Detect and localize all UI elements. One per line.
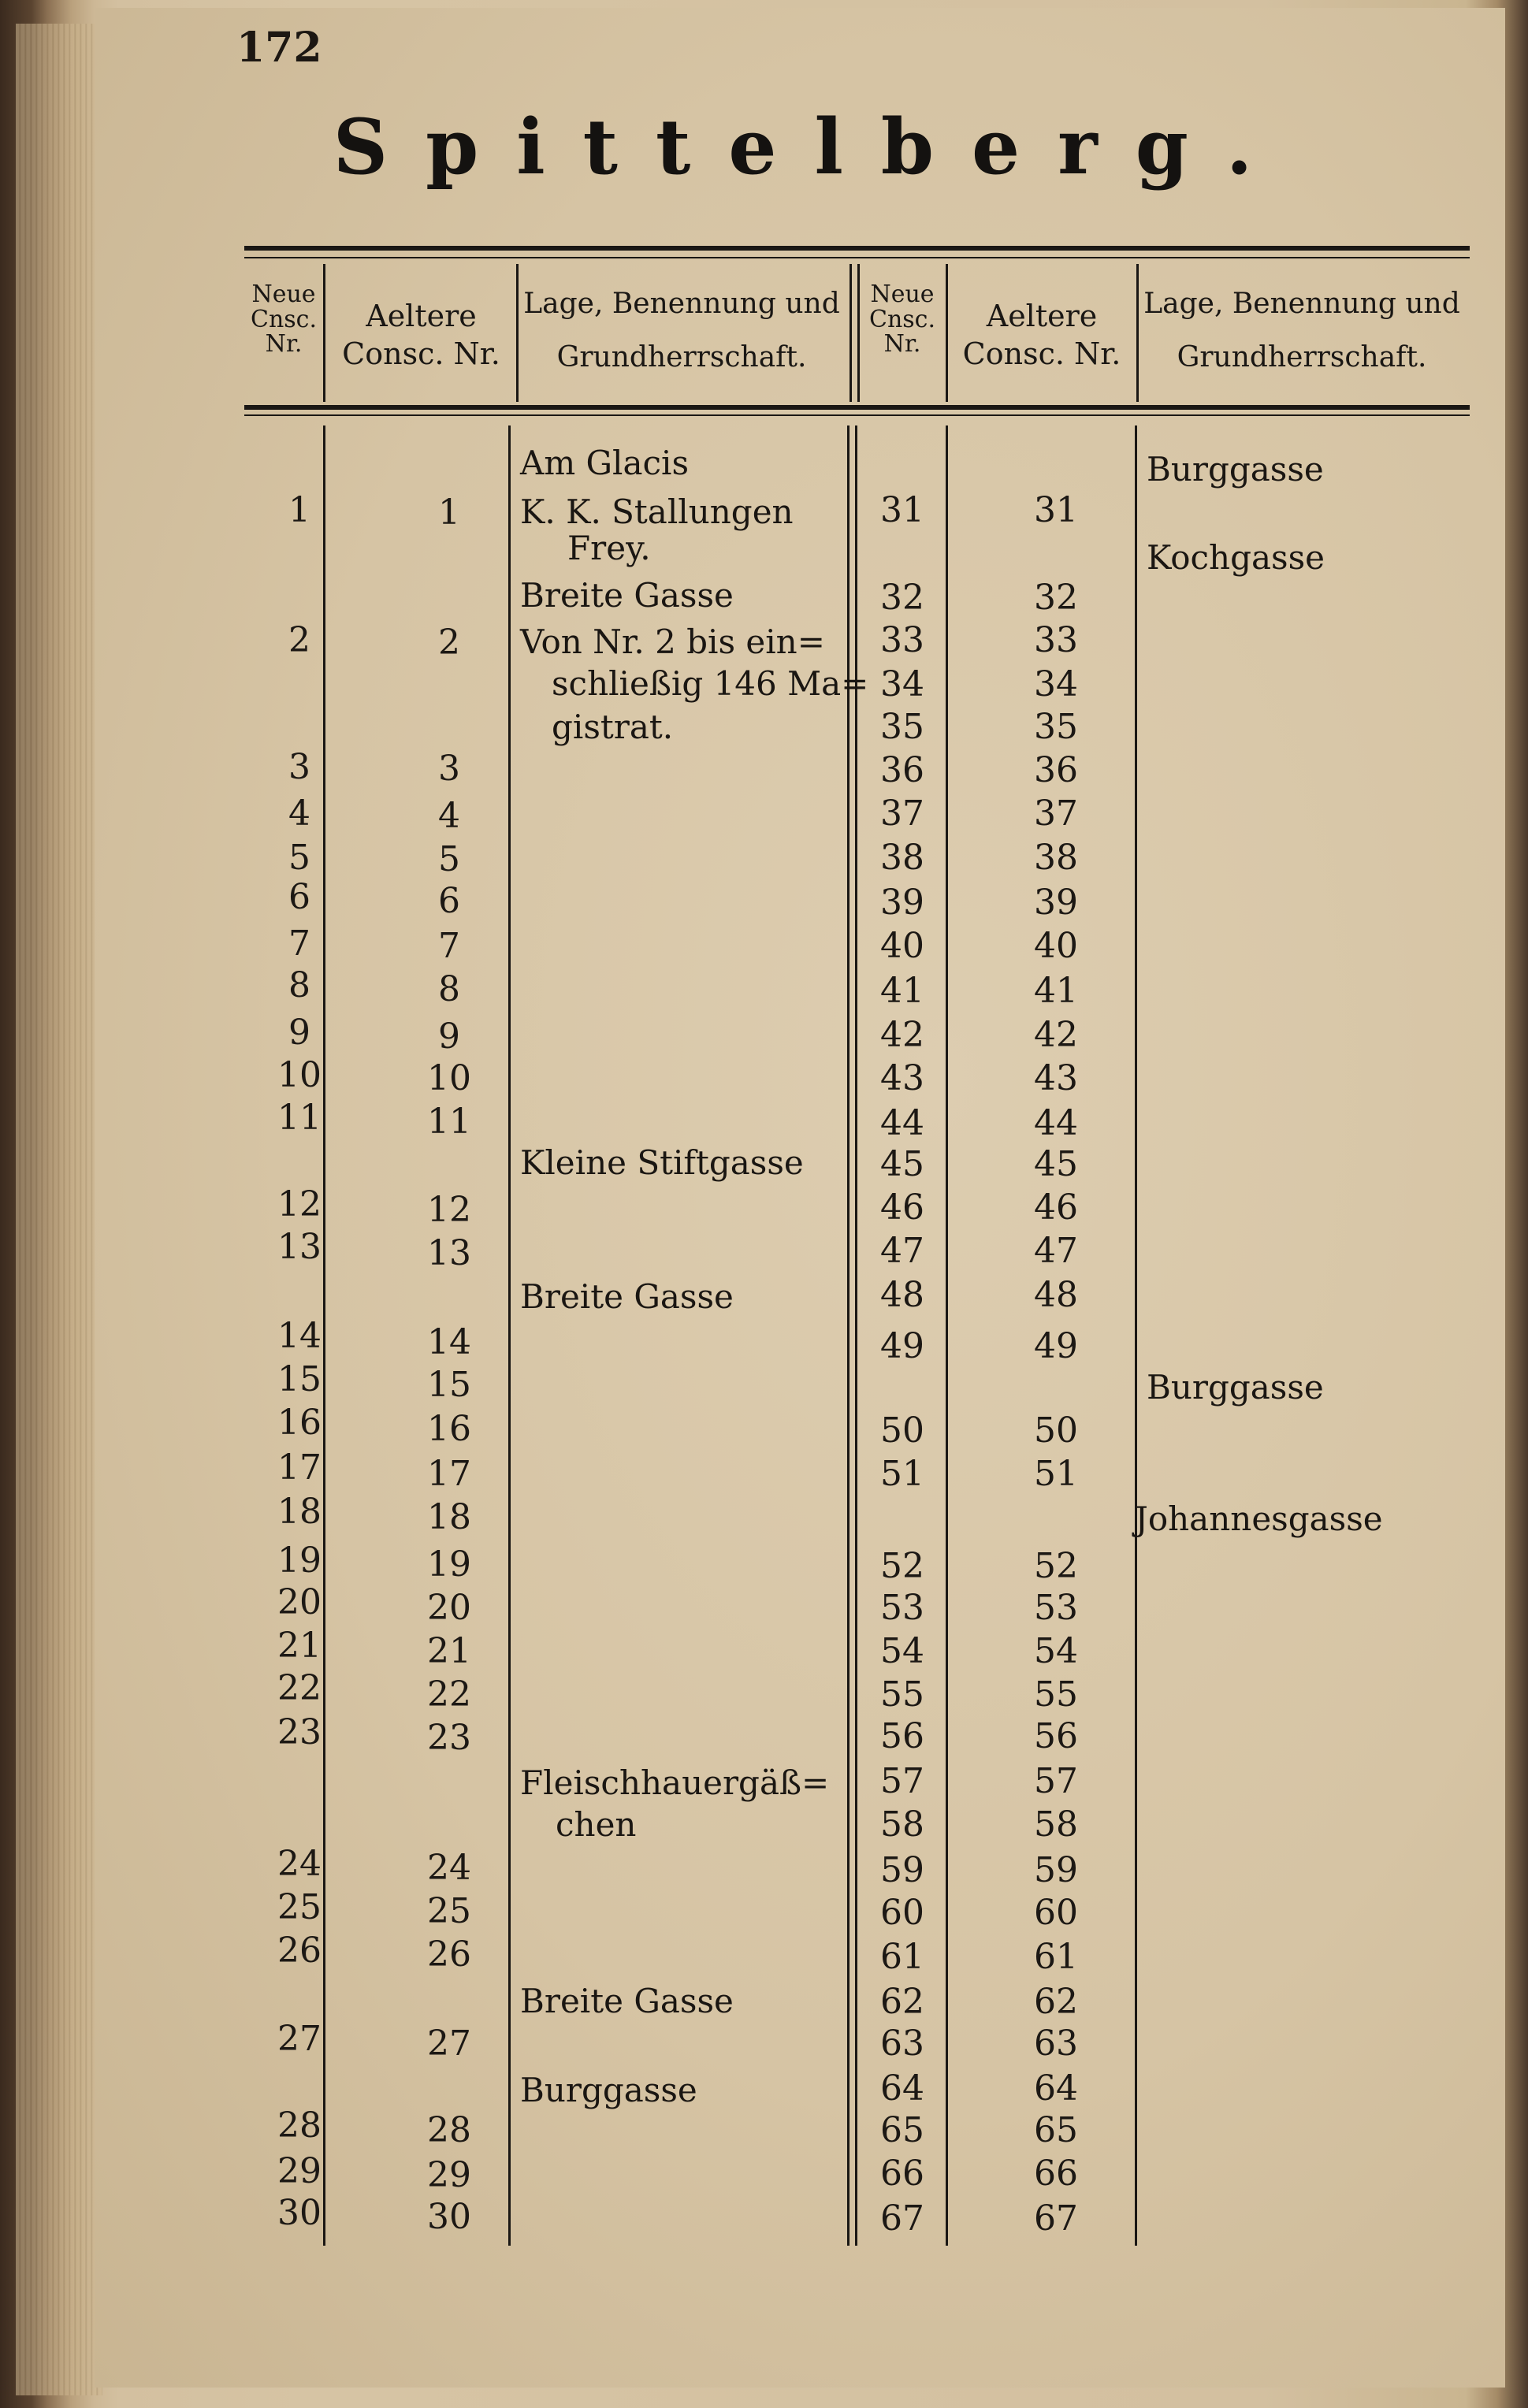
right-lage-0: Burggasse	[1147, 450, 1324, 489]
header-divider	[516, 264, 519, 402]
header-aeltere-right: Aeltere Consc. Nr.	[962, 299, 1121, 371]
left-aeltere-10: 10	[427, 1058, 471, 1098]
right-neue-50: 50	[880, 1410, 924, 1451]
right-neue-60: 60	[880, 1893, 924, 1933]
right-aeltere-60: 60	[1034, 1893, 1078, 1933]
left-neue-24: 24	[277, 1844, 322, 1884]
right-aeltere-34: 34	[1034, 664, 1078, 704]
right-aeltere-66: 66	[1034, 2153, 1078, 2194]
left-neue-3: 3	[288, 747, 310, 787]
right-neue-34: 34	[880, 664, 924, 704]
right-aeltere-33: 33	[1034, 620, 1078, 660]
column-divider	[946, 425, 948, 2246]
right-neue-49: 49	[880, 1326, 924, 1366]
right-aeltere-47: 47	[1034, 1231, 1078, 1271]
right-aeltere-43: 43	[1034, 1058, 1078, 1098]
header-bottom-rule	[244, 405, 1470, 410]
left-neue-2: 2	[288, 620, 310, 660]
left-aeltere-8: 8	[438, 969, 460, 1009]
right-neue-66: 66	[880, 2153, 924, 2194]
left-aeltere-23: 23	[427, 1718, 471, 1758]
left-lage-2: Frey.	[567, 529, 651, 567]
right-neue-46: 46	[880, 1187, 924, 1228]
right-neue-33: 33	[880, 620, 924, 660]
right-neue-47: 47	[880, 1231, 924, 1271]
right-neue-39: 39	[880, 883, 924, 923]
left-lage-9: Fleischhauergäß=	[520, 1763, 830, 1802]
right-aeltere-38: 38	[1034, 838, 1078, 878]
left-aeltere-24: 24	[427, 1848, 471, 1888]
right-aeltere-37: 37	[1034, 793, 1078, 834]
header-divider	[323, 264, 325, 402]
right-aeltere-59: 59	[1034, 1850, 1078, 1890]
right-neue-54: 54	[880, 1631, 924, 1671]
header-neue-left: Neue Cnsc. Nr.	[250, 281, 317, 358]
right-aeltere-41: 41	[1034, 971, 1078, 1011]
right-aeltere-55: 55	[1034, 1674, 1078, 1715]
right-neue-37: 37	[880, 793, 924, 834]
left-aeltere-2: 2	[438, 622, 460, 663]
left-aeltere-18: 18	[427, 1497, 471, 1537]
left-neue-29: 29	[277, 2151, 322, 2191]
left-aeltere-5: 5	[438, 839, 460, 879]
right-aeltere-62: 62	[1034, 1982, 1078, 2022]
right-neue-67: 67	[880, 2198, 924, 2239]
right-aeltere-46: 46	[1034, 1187, 1078, 1228]
left-neue-27: 27	[277, 2019, 322, 2059]
right-lage-2: Burggasse	[1147, 1368, 1324, 1407]
left-lage-5: schließig 146 Ma=	[552, 664, 869, 703]
left-aeltere-19: 19	[427, 1544, 471, 1585]
left-neue-10: 10	[277, 1055, 322, 1095]
top-rule	[244, 246, 1470, 251]
left-neue-17: 17	[277, 1447, 322, 1488]
right-aeltere-63: 63	[1034, 2023, 1078, 2064]
right-neue-40: 40	[880, 926, 924, 966]
left-aeltere-27: 27	[427, 2023, 471, 2064]
left-aeltere-1: 1	[438, 492, 460, 533]
right-neue-51: 51	[880, 1454, 924, 1494]
right-aeltere-56: 56	[1034, 1716, 1078, 1756]
left-aeltere-11: 11	[427, 1102, 471, 1142]
left-aeltere-3: 3	[438, 749, 460, 789]
left-neue-18: 18	[277, 1492, 322, 1532]
right-aeltere-39: 39	[1034, 883, 1078, 923]
left-aeltere-7: 7	[438, 926, 460, 966]
right-aeltere-58: 58	[1034, 1804, 1078, 1845]
left-lage-8: Breite Gasse	[520, 1277, 734, 1316]
left-aeltere-6: 6	[438, 881, 460, 921]
left-aeltere-21: 21	[427, 1631, 471, 1671]
right-aeltere-53: 53	[1034, 1588, 1078, 1628]
left-aeltere-30: 30	[427, 2197, 471, 2237]
header-divider	[857, 264, 860, 402]
left-aeltere-25: 25	[427, 1891, 471, 1931]
right-neue-63: 63	[880, 2023, 924, 2064]
right-neue-45: 45	[880, 1144, 924, 1184]
column-divider	[508, 425, 511, 2246]
left-neue-26: 26	[277, 1930, 322, 1971]
right-neue-42: 42	[880, 1015, 924, 1055]
right-aeltere-32: 32	[1034, 578, 1078, 618]
header-divider	[1136, 264, 1139, 402]
left-aeltere-9: 9	[438, 1016, 460, 1057]
right-aeltere-49: 49	[1034, 1326, 1078, 1366]
right-aeltere-31: 31	[1034, 490, 1078, 530]
header-aeltere-left: Aeltere Consc. Nr.	[342, 299, 500, 371]
right-aeltere-61: 61	[1034, 1937, 1078, 1977]
left-neue-8: 8	[288, 965, 310, 1005]
right-aeltere-45: 45	[1034, 1144, 1078, 1184]
left-lage-7: Kleine Stiftgasse	[520, 1143, 804, 1182]
left-neue-28: 28	[277, 2105, 322, 2146]
left-aeltere-12: 12	[427, 1190, 471, 1230]
left-lage-12: Burggasse	[520, 2071, 697, 2109]
right-aeltere-50: 50	[1034, 1410, 1078, 1451]
right-neue-57: 57	[880, 1761, 924, 1801]
right-neue-35: 35	[880, 707, 924, 747]
left-neue-16: 16	[277, 1403, 322, 1443]
left-aeltere-22: 22	[427, 1674, 471, 1715]
right-aeltere-52: 52	[1034, 1546, 1078, 1586]
right-lage-3: Johannesgasse	[1135, 1499, 1383, 1538]
left-neue-22: 22	[277, 1668, 322, 1708]
right-neue-62: 62	[880, 1982, 924, 2022]
left-lage-6: gistrat.	[552, 708, 674, 746]
right-aeltere-65: 65	[1034, 2110, 1078, 2150]
left-lage-0: Am Glacis	[520, 444, 690, 482]
right-aeltere-42: 42	[1034, 1015, 1078, 1055]
left-aeltere-14: 14	[427, 1322, 471, 1362]
right-aeltere-57: 57	[1034, 1761, 1078, 1801]
left-neue-12: 12	[277, 1184, 322, 1224]
left-neue-19: 19	[277, 1540, 322, 1581]
right-neue-38: 38	[880, 838, 924, 878]
left-lage-3: Breite Gasse	[520, 576, 734, 615]
right-aeltere-44: 44	[1034, 1103, 1078, 1143]
right-neue-64: 64	[880, 2068, 924, 2109]
right-aeltere-64: 64	[1034, 2068, 1078, 2109]
right-neue-61: 61	[880, 1937, 924, 1977]
top-rule-thin	[244, 257, 1470, 258]
right-neue-41: 41	[880, 971, 924, 1011]
left-lage-10: chen	[556, 1805, 637, 1844]
left-neue-11: 11	[277, 1098, 322, 1138]
right-aeltere-51: 51	[1034, 1454, 1078, 1494]
left-neue-25: 25	[277, 1887, 322, 1927]
left-neue-6: 6	[288, 877, 310, 917]
header-lage-left: Lage, Benennung und Grundherrschaft.	[523, 288, 840, 374]
left-neue-13: 13	[277, 1227, 322, 1267]
right-neue-31: 31	[880, 490, 924, 530]
left-aeltere-4: 4	[438, 796, 460, 836]
left-neue-15: 15	[277, 1359, 322, 1399]
left-neue-5: 5	[288, 838, 310, 878]
page-title: Spittelberg.	[333, 102, 1291, 191]
left-neue-21: 21	[277, 1626, 322, 1666]
left-aeltere-13: 13	[427, 1233, 471, 1273]
right-neue-44: 44	[880, 1103, 924, 1143]
left-aeltere-28: 28	[427, 2110, 471, 2150]
left-lage-4: Von Nr. 2 bis ein=	[520, 622, 825, 661]
right-neue-32: 32	[880, 578, 924, 618]
header-bottom-rule-thin	[244, 414, 1470, 416]
left-neue-30: 30	[277, 2193, 322, 2233]
left-neue-14: 14	[277, 1316, 322, 1356]
right-neue-55: 55	[880, 1674, 924, 1715]
left-aeltere-15: 15	[427, 1365, 471, 1405]
column-divider	[1135, 425, 1137, 2246]
header-lage-right: Lage, Benennung und Grundherrschaft.	[1143, 288, 1460, 374]
right-neue-36: 36	[880, 750, 924, 790]
left-neue-9: 9	[288, 1013, 310, 1053]
left-aeltere-16: 16	[427, 1409, 471, 1449]
left-aeltere-17: 17	[427, 1454, 471, 1494]
right-neue-43: 43	[880, 1058, 924, 1098]
right-aeltere-35: 35	[1034, 707, 1078, 747]
right-aeltere-54: 54	[1034, 1631, 1078, 1671]
left-aeltere-29: 29	[427, 2155, 471, 2195]
right-aeltere-67: 67	[1034, 2198, 1078, 2239]
right-neue-48: 48	[880, 1275, 924, 1315]
left-lage-1: K. K. Stallungen	[520, 492, 794, 531]
left-neue-20: 20	[277, 1582, 322, 1622]
right-aeltere-40: 40	[1034, 926, 1078, 966]
right-lage-1: Kochgasse	[1147, 538, 1325, 577]
left-neue-23: 23	[277, 1712, 322, 1752]
left-lage-11: Breite Gasse	[520, 1982, 734, 2020]
right-neue-59: 59	[880, 1850, 924, 1890]
left-neue-1: 1	[288, 490, 310, 530]
page-number: 172	[236, 24, 322, 72]
left-neue-7: 7	[288, 923, 310, 964]
right-neue-56: 56	[880, 1716, 924, 1756]
right-neue-58: 58	[880, 1804, 924, 1845]
header-divider	[850, 264, 852, 402]
right-neue-65: 65	[880, 2110, 924, 2150]
right-neue-53: 53	[880, 1588, 924, 1628]
left-aeltere-20: 20	[427, 1588, 471, 1628]
left-neue-4: 4	[288, 793, 310, 834]
header-neue-right: Neue Cnsc. Nr.	[868, 281, 935, 358]
left-aeltere-26: 26	[427, 1934, 471, 1975]
right-neue-52: 52	[880, 1546, 924, 1586]
header-divider	[946, 264, 948, 402]
page-edges	[16, 24, 102, 2395]
right-aeltere-36: 36	[1034, 750, 1078, 790]
right-aeltere-48: 48	[1034, 1275, 1078, 1315]
